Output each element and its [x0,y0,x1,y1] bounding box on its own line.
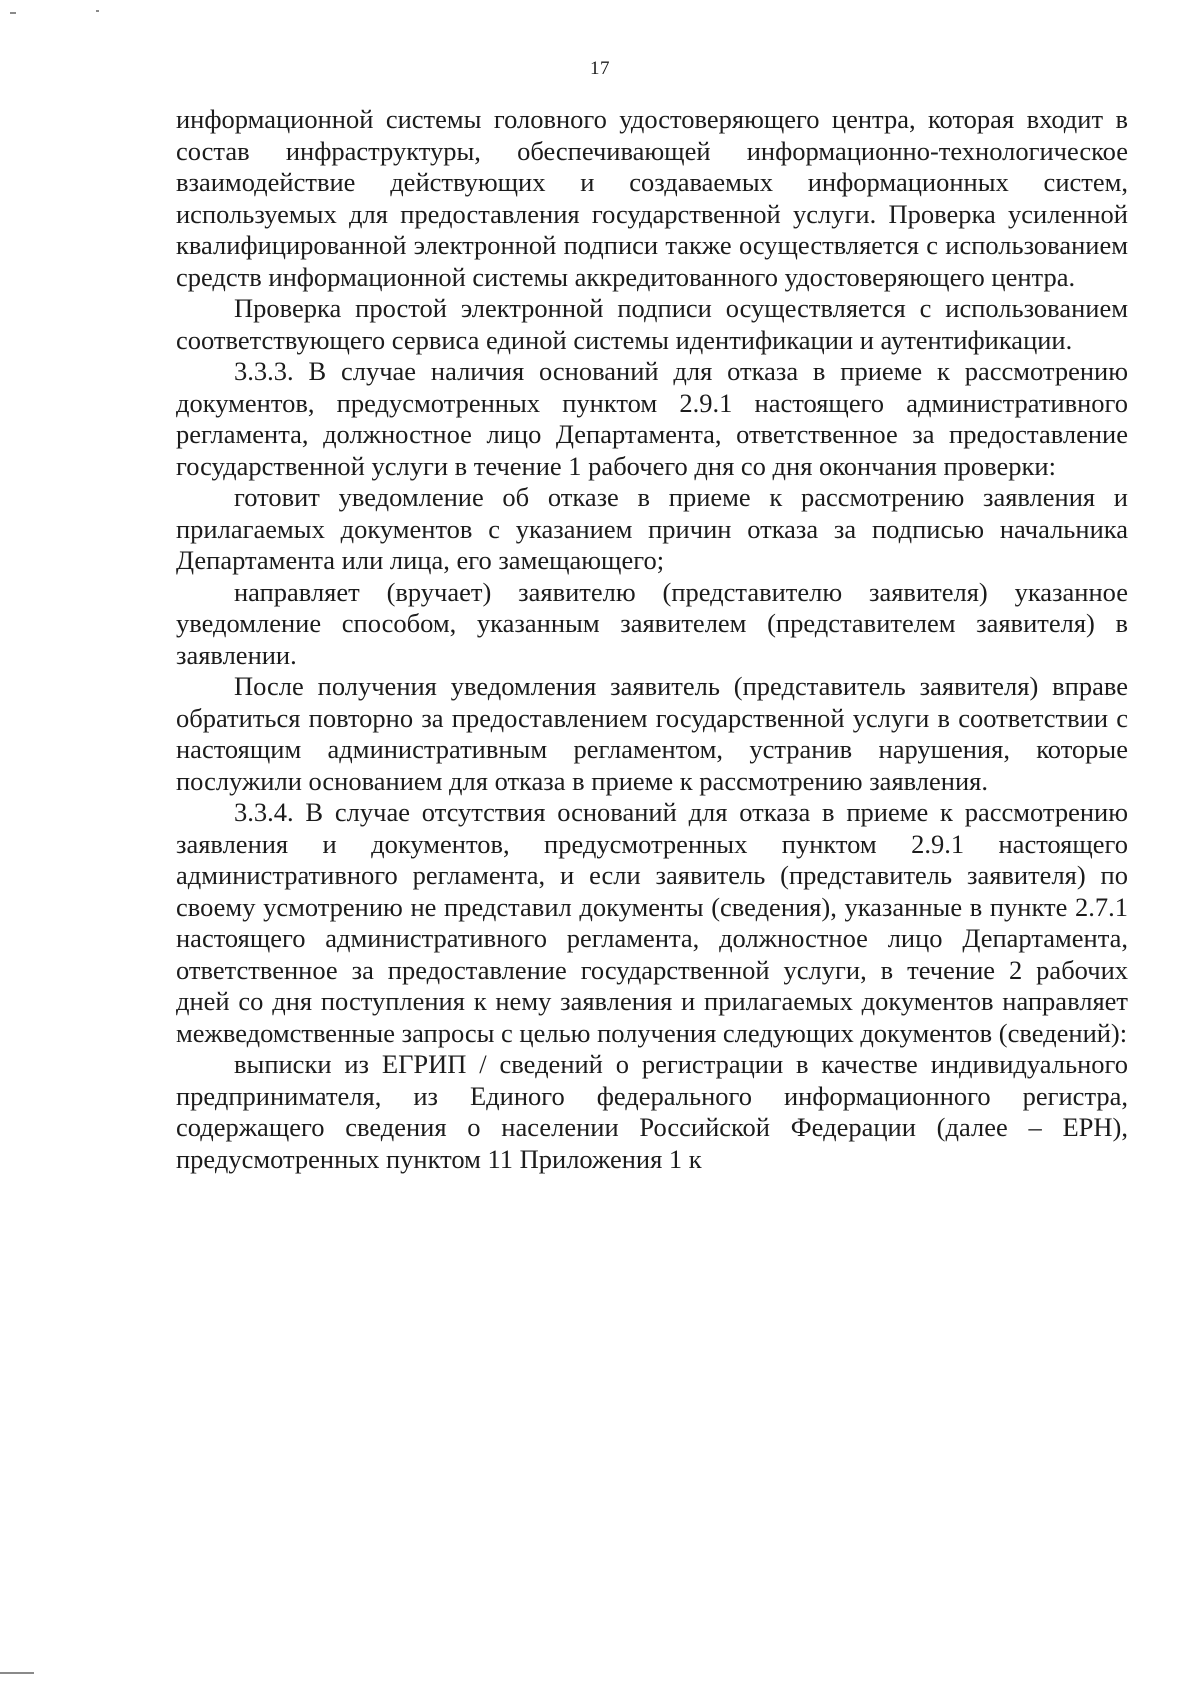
paragraph-3-3-3: 3.3.3. В случае наличия оснований для отказа в приеме к рассмотрению документов, предусмотренных пунктом 2.9.1 настоящего административного регламента, должностное лицо Департамента, ответственное за предоставление государственной услуги в течение 1 рабочего дня со дня окончания проверки: [176,356,1128,481]
scan-artifact-bottom-left [0,1672,34,1674]
paragraph-reapply: После получения уведомления заявитель (представитель заявителя) вправе обратиться повторно за предоставлением государственной услуги в соответствии с настоящим административным регламентом, устранив нарушения, которые послужили основанием для отказа в приеме к рассмотрению заявления. [176,671,1128,796]
scan-artifact-top-left [10,12,16,14]
body-text [176,104,1128,1175]
paragraph-3-3-4: 3.3.4. В случае отсутствия оснований для отказа в приеме к рассмотрению заявления и документов, предусмотренных пунктом 2.9.1 настоящего административного регламента, и если заявитель (представитель заявителя) по своему усмотрению не представил документы (сведения), указанные в пункте 2.7.1 настоящего административного регламента, должностное лицо Департамента, ответственное за предоставление государственной услуги, в течение 2 рабочих дней со дня поступления к нему заявления и прилагаемых документов направляет межведомственные запросы с целью получения следующих документов (сведений): [176,797,1128,1048]
paragraph-egrip-extracts: выписки из ЕГРИП / сведений о регистрации в качестве индивидуального предпринимателя, из Единого федерального информационного регистра, содержащего сведения о населении Российской Федерации (далее – ЕРН), предусмотренных пунктом 11 Приложения 1 к [176,1049,1128,1174]
paragraph-prepares-notice: готовит уведомление об отказе в приеме к рассмотрению заявления и прилагаемых документов с указанием причин отказа за подписью начальника Департамента или лица, его замещающего; [176,482,1128,575]
paragraph-simple-signature: Проверка простой электронной подписи осуществляется с использованием соответствующего сервиса единой системы идентификации и аутентификации. [176,293,1128,355]
paragraph-continuation: информационной системы головного удостоверяющего центра, которая входит в состав инфраструктуры, обеспечивающей информационно-технологическое взаимодействие действующих и создаваемых информационных систем, используемых для предоставления государственной услуги. Проверка усиленной квалифицированной электронной подписи также осуществляется с использованием средств информационной системы аккредитованного удостоверяющего центра. [176,104,1128,292]
paragraph-sends-notice: направляет (вручает) заявителю (представителю заявителя) указанное уведомление способом, указанным заявителем (представителем заявителя) в заявлении. [176,576,1128,670]
page-number: 17 [590,58,610,79]
scan-artifact-top [96,10,99,12]
